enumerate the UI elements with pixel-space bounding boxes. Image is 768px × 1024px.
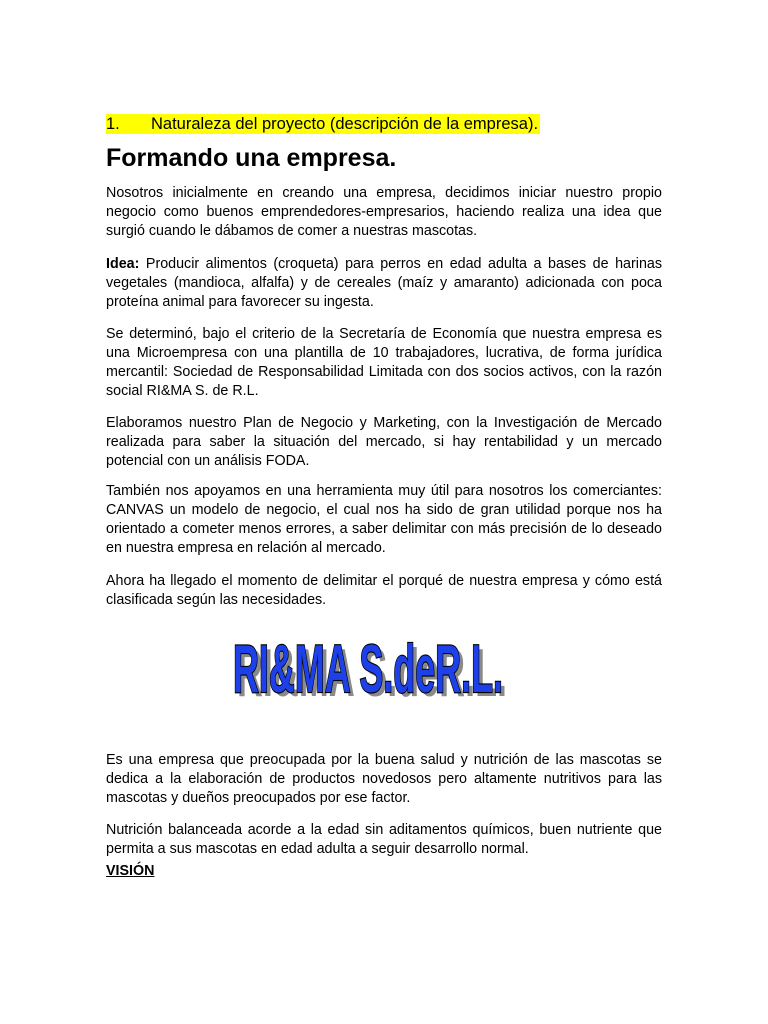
paragraph-canvas: También nos apoyamos en una herramienta muy útil para nosotros los comerciantes: CANVAS un modelo de negocio, el cual nos ha sido de gran utilidad porque nos ha orientado a cometer menos errores, a saber delimitar con más precisión de lo deseado en nuestra empresa en relación al mercado. <box>106 483 662 556</box>
logo-main-text: RI&MA S.deR.L. <box>233 631 503 707</box>
idea-label: Idea: <box>106 256 140 272</box>
paragraph-idea <box>106 255 662 312</box>
paragraph-classification: Se determinó, bajo el criterio de la Secretaría de Economía que nuestra empresa es una Microempresa con una plantilla de 10 trabajadores, lucrativa, de forma jurídica mercantil: Sociedad de Responsabilidad Limitada con dos socios activos, con la razón social RI&MA S. de R.L. <box>106 326 662 399</box>
section-heading-text: Naturaleza del proyecto (descripción de la empresa). <box>151 115 539 133</box>
logo-shadow-text: RI&MA S.deR.L. <box>237 635 507 711</box>
idea-text: Producir alimentos (croqueta) para perros en edad adulta a bases de harinas vegetales (mandioca, alfalfa) y de cereales (maíz y amaranto) adicionada con poca proteína animal para favorecer su ingesta. <box>106 256 662 310</box>
vision-heading: VISIÓN <box>106 863 155 879</box>
company-logo-wordart <box>226 620 510 712</box>
paragraph-company-description: Es una empresa que preocupada por la buena salud y nutrición de las mascotas se dedica a la elaboración de productos novedosos pero altamente nutritivos para las mascotas y dueños preocupados por ese factor. <box>106 752 662 806</box>
paragraph-purpose: Ahora ha llegado el momento de delimitar el porqué de nuestra empresa y cómo está clasificada según las necesidades. <box>106 573 662 608</box>
paragraph-intro: Nosotros inicialmente en creando una empresa, decidimos iniciar nuestro propio negocio como buenos emprendedores-empresarios, haciendo realiza una idea que surgió cuando le dábamos de comer a nuestras mascotas. <box>106 185 662 239</box>
paragraph-nutrition: Nutrición balanceada acorde a la edad sin aditamentos químicos, buen nutriente que permita a sus mascotas en edad adulta a seguir desarrollo normal. <box>106 822 662 857</box>
section-number: 1. <box>106 115 120 133</box>
section-heading <box>106 114 540 134</box>
paragraph-plan: Elaboramos nuestro Plan de Negocio y Marketing, con la Investigación de Mercado realizada para saber la situación del mercado, si hay rentabilidad y un mercado potencial con un análisis FODA. <box>106 415 662 469</box>
document-title: Formando una empresa. <box>106 144 397 172</box>
